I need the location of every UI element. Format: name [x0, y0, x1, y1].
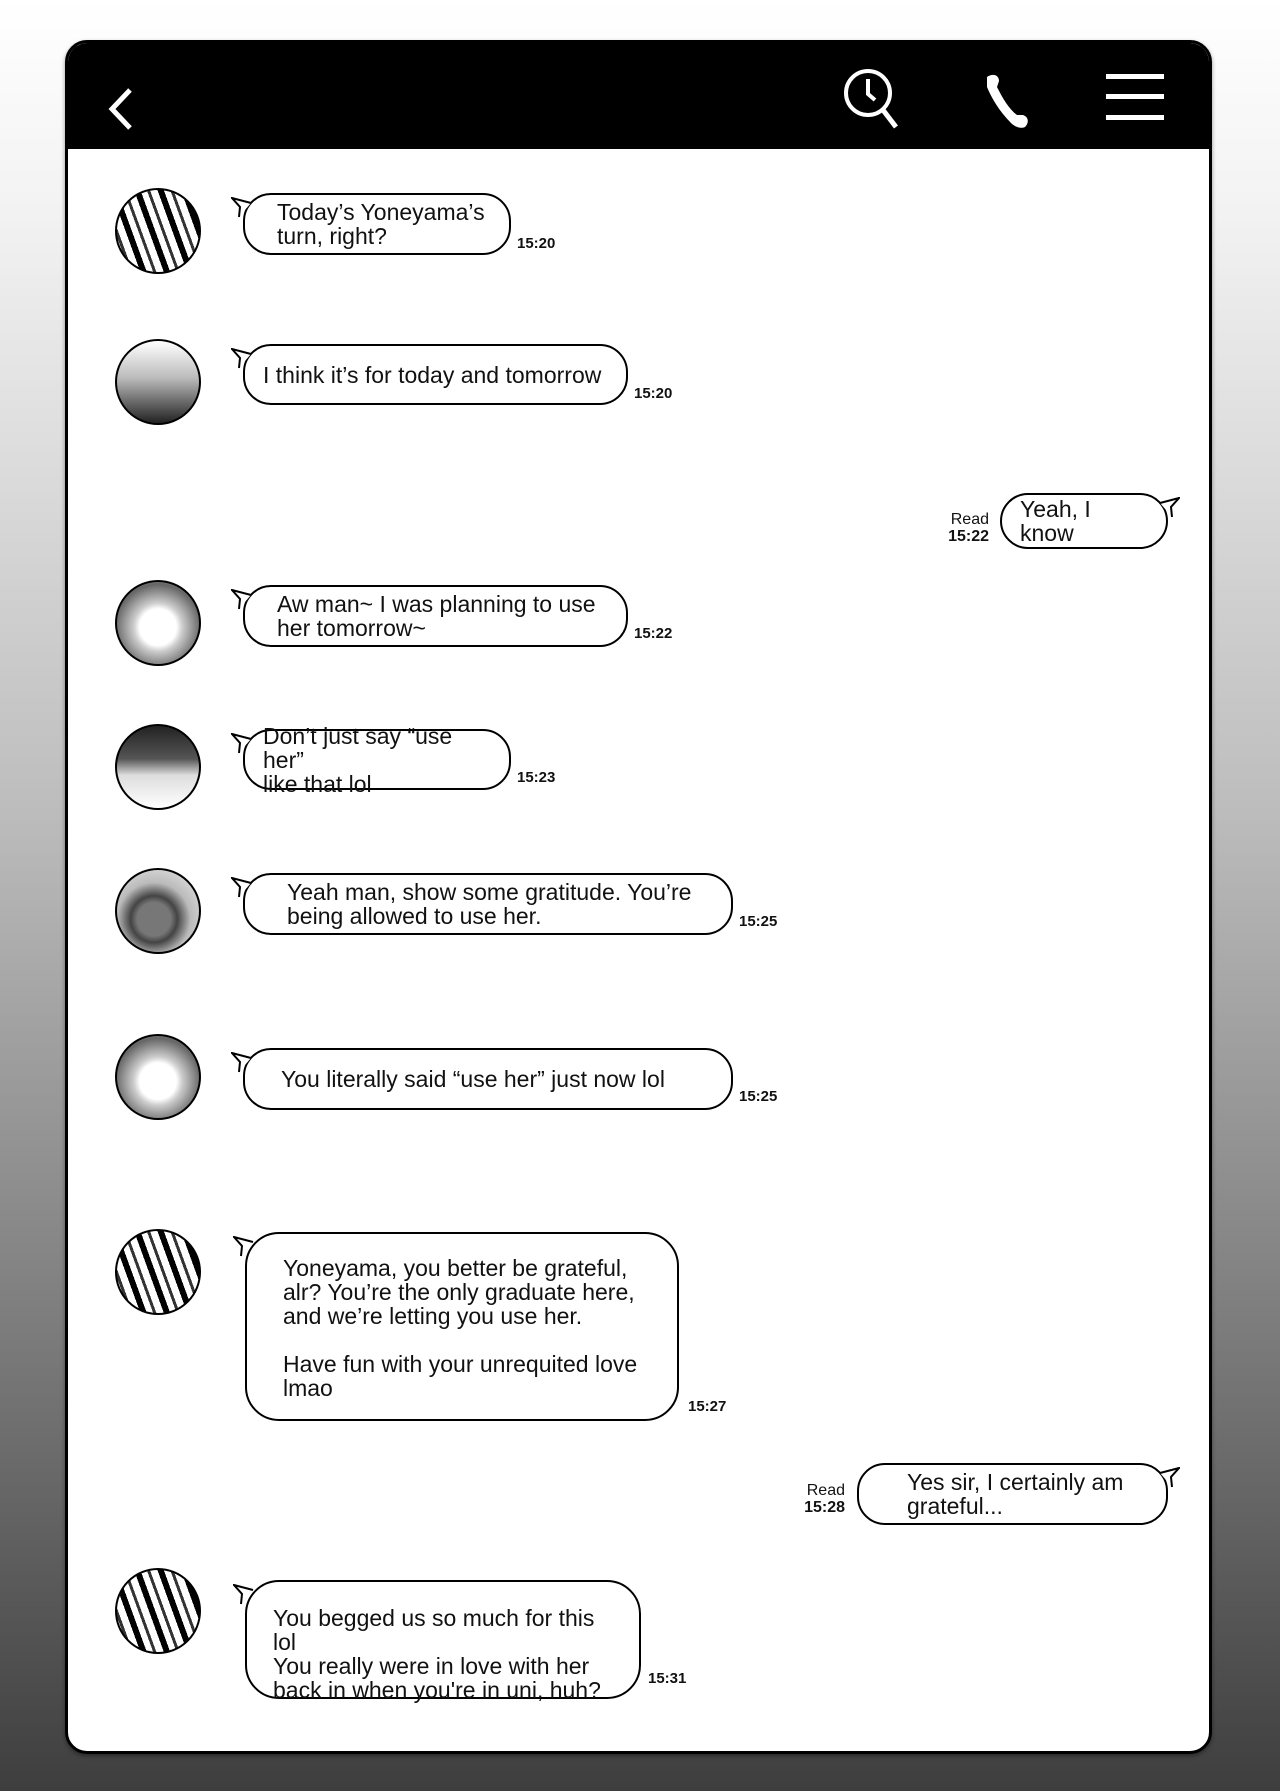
message-bubble — [243, 1048, 733, 1110]
message-bubble — [1000, 493, 1168, 549]
message-text: Yoneyama, you better be grateful, alr? You’re the only graduate here, and we’re letting you use her. Have fun with your unrequited love lmao — [283, 1255, 638, 1401]
message-time: 15:27 — [688, 1398, 727, 1415]
bubble-tail — [233, 1584, 255, 1606]
bubble-tail — [231, 348, 253, 370]
read-status: Read — [806, 1482, 845, 1499]
avatar[interactable] — [115, 188, 201, 274]
message-time: 15:22 — [948, 528, 989, 545]
message-time: 15:28 — [804, 1499, 845, 1516]
message-text: I think it’s for today and tomorrow — [263, 361, 602, 388]
message-text: Yeah, I know — [1020, 496, 1091, 546]
message-bubble — [245, 1580, 641, 1703]
bubble-tail — [233, 1236, 255, 1258]
message-time: 15:23 — [517, 769, 556, 786]
bubble-tail — [231, 877, 253, 899]
message-time: 15:25 — [739, 913, 778, 930]
message-time: 15:25 — [739, 1088, 778, 1105]
bubble-tail — [1158, 1467, 1180, 1489]
read-receipt — [948, 511, 989, 545]
message-bubble — [243, 722, 511, 797]
message-text: You begged us so much for this lol You really were in love with her back in when you're in uni, huh? — [273, 1605, 601, 1703]
avatar[interactable] — [115, 580, 201, 666]
message-bubble — [243, 344, 628, 405]
avatar[interactable] — [115, 339, 201, 425]
message-bubble — [243, 585, 628, 647]
avatar[interactable] — [115, 1034, 201, 1120]
avatar[interactable] — [115, 1229, 201, 1315]
message-text: You literally said “use her” just now lol — [281, 1066, 665, 1092]
message-text: Aw man~ I was planning to use her tomorrow~ — [277, 591, 596, 641]
message-time: 15:31 — [648, 1670, 687, 1687]
message-text: Don’t just say “use her” like that lol — [263, 722, 453, 797]
read-receipt — [804, 1482, 845, 1516]
message-list — [65, 40, 1212, 1754]
read-status: Read — [950, 511, 989, 528]
message-text: Today’s Yoneyama’s turn, right? — [277, 199, 485, 249]
message-bubble — [857, 1463, 1168, 1525]
message-time: 15:22 — [634, 625, 673, 642]
bubble-tail — [231, 733, 253, 755]
message-text: Yes sir, I certainly am grateful... — [907, 1469, 1124, 1519]
message-text: Yeah man, show some gratitude. You’re being allowed to use her. — [287, 879, 692, 929]
bubble-tail — [1158, 497, 1180, 519]
avatar[interactable] — [115, 724, 201, 810]
message-bubble — [243, 873, 733, 935]
message-time: 15:20 — [634, 385, 673, 402]
avatar[interactable] — [115, 868, 201, 954]
bubble-tail — [231, 589, 253, 611]
avatar[interactable] — [115, 1568, 201, 1654]
message-bubble — [243, 193, 511, 255]
message-bubble — [245, 1232, 679, 1421]
bubble-tail — [231, 197, 253, 219]
message-time: 15:20 — [517, 235, 556, 252]
chat-window — [65, 40, 1212, 1754]
bubble-tail — [231, 1052, 253, 1074]
